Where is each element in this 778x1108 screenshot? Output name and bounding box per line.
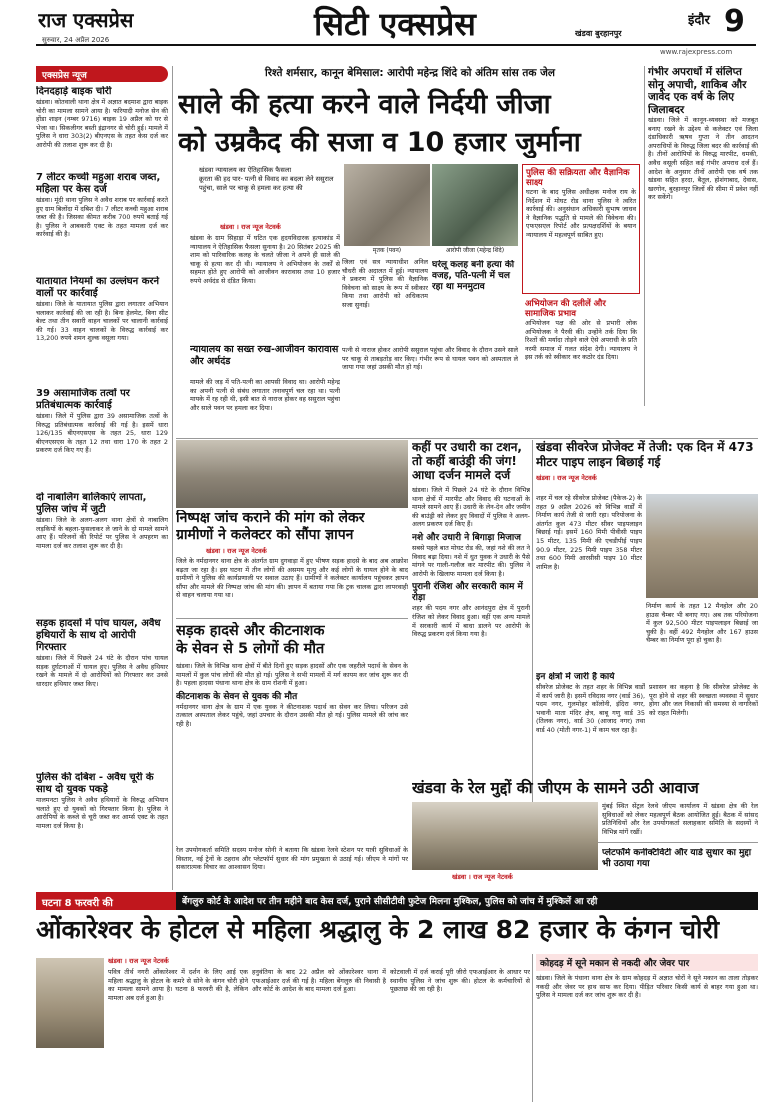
brief-headline: यातायात नियमों का उल्लंघन करने वालों पर कार्रवाई xyxy=(36,276,160,299)
crime-story xyxy=(36,954,530,1102)
lead-headline-2: को उम्रकैद की सजा व 10 हजार जुर्माना xyxy=(178,127,581,158)
city-name: इंदौर xyxy=(688,13,710,26)
road-subhead: कीटनाशक के सेवन से युवक की मौत xyxy=(176,691,298,702)
accused-photo xyxy=(432,164,518,246)
brief-story-1 xyxy=(36,86,168,168)
victim-photo-caption: मृतक (पवन) xyxy=(372,247,402,254)
railway-meeting-photo xyxy=(412,802,598,870)
left-column xyxy=(36,66,168,890)
section-divider xyxy=(176,438,758,439)
lead-highlights xyxy=(190,166,338,216)
issue-date: सुरुवार, 24 अप्रैल 2026 xyxy=(42,36,110,44)
column-divider xyxy=(172,66,173,890)
right-top-headline: गंभीर अपराधों में संलिप्त सोनू अपाची, शाकिब और जावेद एक वर्ष के लिए जिलाबदर xyxy=(648,66,747,116)
highlight-item: • क्रूरता की हद पार- पत्नी से विवाद का बदला लेने ससुराल पहुंचा, साले पर चाकू से हमला कर हत्या की xyxy=(199,175,338,193)
crime-strip-text: बेंगलुरु कोर्ट के आदेश पर तीन महीने बाद केस दर्ज, पुराने सीसीटीवी फुटेज मिलना मुश्किल, पुलिस को जांच में मुश्किलें आ रही xyxy=(182,897,598,907)
lead-sub-2: न्यायालय का सख्त रुख-आजीवन कारावास और अर्थदंड xyxy=(190,344,339,367)
protest-photo xyxy=(176,440,408,508)
brief-headline: सड़क हादसों में पांच घायल, अवैध हथियारों के साथ दो आरोपी गिरफ्तार xyxy=(36,618,161,653)
road-headline-1: सड़क हादसे और कीटनाशक xyxy=(176,623,325,639)
brief-body: खंडवा। जिले में पुलिस द्वारा 39 असामाजिक तत्वों के विरुद्ध प्रतिबंधात्मक कार्रवाई की गई है। इसमें धारा 126/135 बीएनएसएस के तहत 25, धारा 129 बीएनएसएस के तहत 12 तथा धारा 170 के तहत 2 प्रकरण दर्ज किए गए हैं। xyxy=(36,412,168,455)
sewerage-body-2: निर्माण कार्य के तहत 12 मैनहोल और 20 हाउस चैम्बर भी बनाए गए। अब तक परियोजना में कुल 92,500 मीटर पाइपलाइन बिछाई जा चुकी है। वहीं 492 मैनहोल और 167 हाउस चैम्बर का निर्माण पूरा हो चुका है। xyxy=(646,602,758,645)
brief-story-2 xyxy=(36,172,168,272)
box-body: घटना के बाद पुलिस अधीक्षक मनोज राय के निर्देशन में मोघट रोड थाना पुलिस ने त्वरित कार्रवाई की। अनुसंधान अधिकारी सुभाष जाधव ने वैज्ञानिक पद्धति से मामले की विवेचना की। एफएसएल रिपोर्ट और प्रत्यक्षदर्शियों के बयान न्यायालय में महत्वपूर्ण साबित हुए। xyxy=(526,188,636,239)
hotel-photo xyxy=(36,958,104,1048)
railway-sub-block xyxy=(602,848,758,888)
brief-headline: 7 लीटर कच्ची महुआ शराब जब्त, महिला पर केस दर्ज xyxy=(36,172,161,195)
protest-story xyxy=(176,510,408,616)
road-body-2: नर्मदानगर थाना क्षेत्र के ग्राम में एक युवक ने कीटनाशक पदार्थ का सेवन कर लिया। परिजन उसे तत्काल अस्पताल लेकर पहुंचे, जहां उपचार के दौरान उसकी मौत हो गई। पुलिस मामले की जांच कर रही है। xyxy=(176,702,408,728)
crime-byline: खंडवा । राज न्यूज नेटवर्क xyxy=(108,957,169,965)
theft-story xyxy=(536,954,758,1102)
road-body-1: खंडवा। जिले के विभिन्न थाना क्षेत्रों में बीते दिनों हुए सड़क हादसों और एक जहरीले पदार्थ के सेवन के मामलों में कुल पांच लोगों की मौत हो गई। पुलिस ने सभी मामलों में मर्ग कायम कर जांच शुरू कर दी है। पहला हादसा पंधाना थाना क्षेत्र के ग्राम रोशनी में हुआ। xyxy=(176,662,408,688)
dispute-body-3: शहर की पदम नगर और आनंदपुरा क्षेत्र में पुरानी रंजिश को लेकर विवाद हुआ। वहीं एक अन्य मामले में सरकारी कार्य में बाधा डालने पर आरोपी के विरुद्ध प्रकरण दर्ज किया गया है। xyxy=(412,604,530,639)
dispute-subhead-1: नशे और उधारी ने बिगाड़ा मिजाज xyxy=(412,532,521,543)
brief-headline: दो नाबालिग बालिकाएं लापता, पुलिस जांच में जुटी xyxy=(36,492,147,515)
column-divider xyxy=(532,954,533,1102)
box-body: अभियोजन पक्ष की ओर से प्रभारी लोक अभियोजक ने पैरवी की। उन्होंने तर्क दिया कि रिश्तों की मर्यादा तोड़ने वाले ऐसे अपराधी के प्रति नरमी समाज में गलत संदेश देगी। न्यायालय ने इस तर्क को स्वीकार कर कठोर दंड दिया। xyxy=(525,319,637,362)
brief-body: खंडवा। जिले के अलग-अलग थाना क्षेत्रों से नाबालिग लड़कियों के बहला-फुसलाकर ले जाने के दो मामले सामने आए हैं। परिजनों की रिपोर्ट पर पुलिस ने अपहरण का मामला दर्ज कर तलाश शुरू कर दी है। xyxy=(36,516,168,550)
sewerage-body-4: प्रशासन का कहना है कि सीवरेज प्रोजेक्ट के पूरा होने से शहर की स्वच्छता व्यवस्था में सुधार होगा और जल निकासी की समस्या से नागरिकों को राहत मिलेगी। xyxy=(649,683,758,717)
right-top-story xyxy=(648,66,758,406)
brief-headline: दिनदहाड़े बाइक चोरी xyxy=(36,86,112,97)
box-headline: अभियोजन की दलीलें और सामाजिक प्रभाव xyxy=(525,299,606,319)
dispute-headline-2: तो कहीं बाउंड्री की जंग! xyxy=(412,454,517,468)
sewerage-headline: खंडवा सीवरेज प्रोजेक्ट में तेजी: एक दिन में 473 मीटर पाइप लाइन बिछाई गई xyxy=(536,440,754,469)
box-headline: पुलिस की सक्रियता और वैज्ञानिक साक्ष्य xyxy=(526,168,630,188)
brief-body: खंडवा। जिले के यातायात पुलिस द्वारा लगातार अभियान चलाकर कार्रवाई की जा रही है। बिना हेलमेट, बिना सीट बेल्ट तथा तीन सवारी वाहन चालकों पर चालानी कार्रवाई की गई। 33 वाहन चालकों के विरुद्ध कार्रवाई कर 13,200 रुपये शमन शुल्क वसूला गया। xyxy=(36,300,168,343)
railway-subhead-1: प्लेटफॉर्म कनेक्टिविटी और यार्ड सुधार का मुद्दा भी उठाया गया xyxy=(602,848,752,869)
brief-story-5 xyxy=(36,492,168,612)
lead-body-3: मामले की जड़ में पति-पत्नी का आपसी विवाद था। आरोपी महेन्द्र का अपनी पत्नी से संबंध लगातार तनावपूर्ण चल रहा था। पत्नी मायके में रह रही थी, इसी बात से नाराज होकर वह ससुराल पहुंचा और साले पवन पर हमला कर दिया। xyxy=(190,378,340,412)
crime-body-1: पवित्र तीर्थ नगरी ओंकारेश्वर में दर्शन के लिए आई एक महिला श्रद्धालु के होटल के कमरे से सोने के कंगन चोरी होने का मामला सामने आया है। घटना 8 फरवरी की है, लेकिन मामला अब दर्ज हुआ है। xyxy=(108,968,248,1002)
dispute-body-1: खंडवा। जिले में पिछले 24 घंटे के दौरान विभिन्न थाना क्षेत्रों में मारपीट और विवाद की घटनाओं के मामले सामने आए हैं। उधारी के लेन-देन और जमीन की बाउंड्री को लेकर हुए विवादों में पुलिस ने अलग-अलग प्रकरण दर्ज किए हैं। xyxy=(412,486,530,529)
brief-body: मालमनटा पुलिस ने अवैध हथियारों के विरुद्ध अभियान चलाते हुए दो युवकों को गिरफ्तार किया है। पुलिस ने आरोपियों के कब्जे से चूरी जब्त कर आर्म्स एक्ट के तहत मामला दर्ज किया है। xyxy=(36,796,168,830)
protest-headline-1: निष्पक्ष जांच कराने की मांग को लेकर xyxy=(176,510,365,526)
dispute-body-2: सबसे पहले बात मोघट रोड की, जहां नशे की लत ने विवाद बढ़ा दिया। नशे में धुत युवक ने उधारी के पैसे मांगने पर गाली-गलौज कर मारपीट की। पुलिस ने आरोपी के खिलाफ मामला दर्ज किया है। xyxy=(412,543,530,578)
sewerage-subhead: इन क्षेत्रों में जारी है कार्य xyxy=(536,672,615,682)
road-headline-2: के सेवन से 5 लोगों की मौत xyxy=(176,641,325,657)
brief-body: खंडवा। कोतवाली थाना क्षेत्र में अज्ञात बदमाश द्वारा बाइक चोरी का मामला सामने आया है। फरियादी मनोज सेन की होंडा शाइन (नम्बर 9716) बाइक 19 अप्रैल को घर से भेजा था। सिकलीगर बस्ती इंद्रानगर से चोरी हुई। मामले में पुलिस ने धारा 303(2) बीएनएस के तहत केस दर्ज कर आरोपी की तलाश शुरू कर दी है। xyxy=(36,98,168,149)
sewerage-body-1: शहर में चल रहे सीवरेज प्रोजेक्ट (पैकेज-2) के तहत 9 अप्रैल 2026 को विभिन्न वार्डों में निर्माण कार्य तेजी से जारी रहा। परियोजना के अंतर्गत कुल 473 मीटर सीवर पाइपलाइन बिछाई गई। इसमें 160 मिमी पीवीसी पाइप 15 मीटर, 135 मिमी की एचडीपीई पाइप 90.9 मीटर, 225 मिमी पाइप 358 मीटर तथा 600 मिमी आरसीसी पाइप 10 मीटर शामिल है। xyxy=(536,494,642,571)
road-accident-story xyxy=(176,622,408,844)
dispute-headline-3: आधा दर्जन मामले दर्ज xyxy=(412,468,511,482)
dispute-headline-1: कहीं पर उधारी का टशन, xyxy=(412,440,522,454)
victim-photo xyxy=(344,164,430,246)
brief-story-7 xyxy=(36,772,168,890)
railway-headline: खंडवा के रेल मुद्दों की जीएम के सामने उठी आवाज xyxy=(412,779,699,797)
sewerage-story-continued xyxy=(536,672,758,772)
lead-body-1: खंडवा के ग्राम सिहाड़ा में घटित एक हृदयविदारक हत्याकांड में न्यायालय ने ऐतिहासिक फैसला सुनाया है। 20 सितंबर 2025 की शाम को पारिवारिक कलह के चलते जीजा ने अपने ही साले की चाकू से हत्या कर दी थी। न्यायालय ने अभियोजन के तर्कों से सहमत होते हुए आरोपी को आजीवन कारावास तथा 10 हजार रुपये अर्थदंड से दंडित किया। xyxy=(190,234,340,285)
lead-body-col2: जिला एवं सत्र न्यायाधीश अनिल चौधरी की अदालत में हुई। न्यायालय ने प्रकरण में पुलिस की वैज्ञानिक विवेचना को साक्ष्य के रूप में स्वीकार किया तथा आरोपी को अधिकतम सजा सुनाई। xyxy=(342,258,428,309)
section-tag: एक्सप्रेस न्यूज xyxy=(36,66,168,82)
theft-headline: कोहदड़ में सूने मकान से नकदी और जेवर पार xyxy=(536,954,758,971)
edition-title: सिटी एक्सप्रेस xyxy=(314,5,476,42)
brief-story-4 xyxy=(36,388,168,488)
masthead-rule xyxy=(36,44,756,46)
protest-body: जिले के नर्मदानगर थाना क्षेत्र के अंतर्गत ग्राम दुगवाड़ा में हुए भीषण सड़क हादसे के बाद अब आक्रोश बढ़ता जा रहा है। इस घटना में तीन लोगों की असमय मृत्यु और कई लोगों के घायल होने के बाद ग्रामीणों ने पुलिस की कार्यप्रणाली पर सवाल उठाए हैं। ग्रामीणों ने कलेक्टर कार्यालय पहुंचकर ज्ञापन सौंपा और मामले की निष्पक्ष जांच की मांग की। ज्ञापन में बताया गया कि ट्रक चालक द्वारा लापरवाही से वाहन चलाया गया था। xyxy=(176,557,408,600)
railway-byline: खंडवा । राज न्यूज नेटवर्क xyxy=(452,873,513,881)
accused-photo-caption: आरोपी जीजा (महेन्द्र शिंदे) xyxy=(445,247,505,254)
dispute-subhead-2: पुरानी रंजिश और सरकारी काम में रोड़ा xyxy=(412,582,523,604)
sewerage-photo xyxy=(646,494,758,598)
crime-strip-tag: घटना 8 फरवरी की xyxy=(36,892,176,910)
highlight-item: • खंडवा न्यायालय का ऐतिहासिक फैसला xyxy=(199,166,338,175)
lead-sub-1: घरेलू कलह बनी हत्या की वजह, पति-पत्नी में चल रहा था मनमुटाव xyxy=(432,260,515,292)
edition-names: खंडवा बुरहानपुर xyxy=(575,29,622,38)
brand-logo: राज एक्सप्रेस xyxy=(38,8,134,32)
crime-headline: ओंकारेश्वर के होटल से महिला श्रद्धालु के 2 लाख 82 हजार के कंगन चोरी xyxy=(36,915,720,944)
brief-body: खंडवा। जिले में पिछले 24 घंटे के दौरान पांच घायल सड़क दुर्घटनाओं में घायल हुए। पुलिस ने अवैध हथियार रखने के मामले में दो आरोपियों को गिरफ्तार कर उनसे धारदार हथियार जब्त किए। xyxy=(36,654,168,688)
lead-headline-1: साले की हत्या करने वाले निर्दयी जीजा xyxy=(178,89,551,120)
masthead xyxy=(0,0,778,68)
right-top-body: खंडवा। जिले में कानून-व्यवस्था को मजबूत बनाए रखने के उद्देश्य से कलेक्टर एवं जिला दंडाधिकारी ऋषव गुप्ता ने तीन आदतन अपराधियों के विरुद्ध जिला बदर की कार्रवाई की है। तीनों आरोपियों के विरुद्ध मारपीट, धमकी, अवैध वसूली सहित कई गंभीर अपराध दर्ज हैं। आदेश के अनुसार तीनों आरोपी एक वर्ष तक खंडवा सहित हरदा, बैतूल, होशंगाबाद, देवास, खरगोन, बुरहानपुर जिलों की सीमा में प्रवेश नहीं कर सकेंगे। xyxy=(648,116,758,202)
column-divider xyxy=(644,66,645,406)
crime-body-2: हनुवंतिया के बाद 22 अप्रैल को ओंकारेश्वर थाना में एफआईआर दर्ज की गई है। महिला बेंगलुरु की निवासी है और कोर्ट के आदेश के बाद मामला दर्ज हुआ। xyxy=(252,968,386,994)
railway-body-2-text: रेल उपयोगकर्ता समिति सदस्य मनोज सोनी ने बताया कि खंडवा रेलवे स्टेशन पर यात्री सुविधाओं के विस्तार, नई ट्रेनों के ठहराव और प्लेटफॉर्म सुधार की मांग प्रमुखता से उठाई गई। जीएम ने मांगों पर सकारात्मक विचार का आश्वासन दिया। xyxy=(176,846,408,872)
crime-body-3: कोटवाली में दर्ज कराई पूरी जीरो एफआईआर के आधार पर स्थानीय पुलिस ने जांच शुरू की। होटल के कर्मचारियों से पूछताछ की जा रही है। xyxy=(390,968,530,994)
lead-byline: खंडवा । राज न्यूज नेटवर्क xyxy=(220,223,281,231)
lead-box-1 xyxy=(522,164,640,294)
protest-byline: खंडवा । राज न्यूज नेटवर्क xyxy=(206,547,267,555)
brief-headline: 39 असामाजिक तत्वों पर प्रतिबंधात्मक कार्रवाई xyxy=(36,388,130,411)
section-divider xyxy=(176,618,408,619)
brief-headline: पुलिस की दबिश - अवैध चूरी के साथ दो युवक पकड़े xyxy=(36,772,154,795)
lead-kicker: रिश्ते शर्मसार, कानून बेमिसाल: आरोपी महेन्द्र शिंदे को अंतिम सांस तक जेल xyxy=(265,67,555,79)
railway-lower xyxy=(176,846,408,888)
railway-body-3-block xyxy=(412,884,598,890)
brief-story-3 xyxy=(36,276,168,384)
sewerage-body-3: सीवरेज प्रोजेक्ट के तहत शहर के विभिन्न वार्डों में कार्य जारी है। इसमें रविदास नगर (वार्ड 36), पदम नगर, गुलमोहर कॉलोनी, इंदिरा नगर, भवानी माता मंदिर क्षेत्र, बाबू गणु वार्ड 35 (तिलक नगर), वार्ड 30 (आजाद नगर) तथा वार्ड 40 (मोती नगर-1) में काम चल रहा है। xyxy=(536,683,645,734)
sewerage-story xyxy=(536,440,758,670)
crime-strip xyxy=(36,892,758,910)
sewerage-byline: खंडवा । राज न्यूज नेटवर्क xyxy=(536,474,597,482)
website: www.rajexpress.com xyxy=(660,48,733,56)
theft-body: खंडवा। जिले के पंधाना थाना क्षेत्र के ग्राम कोहदड़ में अज्ञात चोरों ने सूने मकान का ताला तोड़कर नकदी और जेवर पर हाथ साफ कर दिया। पीड़ित परिवार किसी कार्य से बाहर गया हुआ था। पुलिस ने मामला दर्ज कर जांच शुरू कर दी है। xyxy=(536,974,758,1000)
railway-body-right: मुंबई स्थित सेंट्रल रेलवे जीएम कार्यालय में खंडवा क्षेत्र की रेल सुविधाओं को लेकर महत्वपूर्ण बैठक आयोजित हुई। बैठक में सांसद प्रतिनिधियों और रेल उपयोगकर्ता सलाहकार समिति के सदस्यों ने विभिन्न मांगें रखीं। xyxy=(602,802,758,836)
brief-story-6 xyxy=(36,618,168,768)
lead-box-2 xyxy=(522,296,640,434)
lead-story xyxy=(176,66,642,436)
protest-headline-2: ग्रामीणों ने कलेक्टर को सौंपा ज्ञापन xyxy=(176,527,354,543)
lead-body-4: पत्नी से नाराज होकर आरोपी ससुराल पहुंचा और विवाद के दौरान उसने साले पर चाकू से ताबड़तोड़ वार किए। गंभीर रूप से घायल पवन को अस्पताल ले जाया गया जहां उसकी मौत हो गई। xyxy=(342,346,518,372)
brief-body: खंडवा। मूंदी थाना पुलिस ने अवैध शराब पर कार्रवाई करते हुए ग्राम बिलोंदा में दबिश दी। 7 लीटर कच्ची महुआ शराब जब्त की है। जिसका कीमत करीब 700 रुपये बताई गई है। पुलिस ने आबकारी एक्ट के तहत मामला दर्ज कर कार्रवाई की है। xyxy=(36,196,168,239)
page-number: 9 xyxy=(724,4,745,39)
